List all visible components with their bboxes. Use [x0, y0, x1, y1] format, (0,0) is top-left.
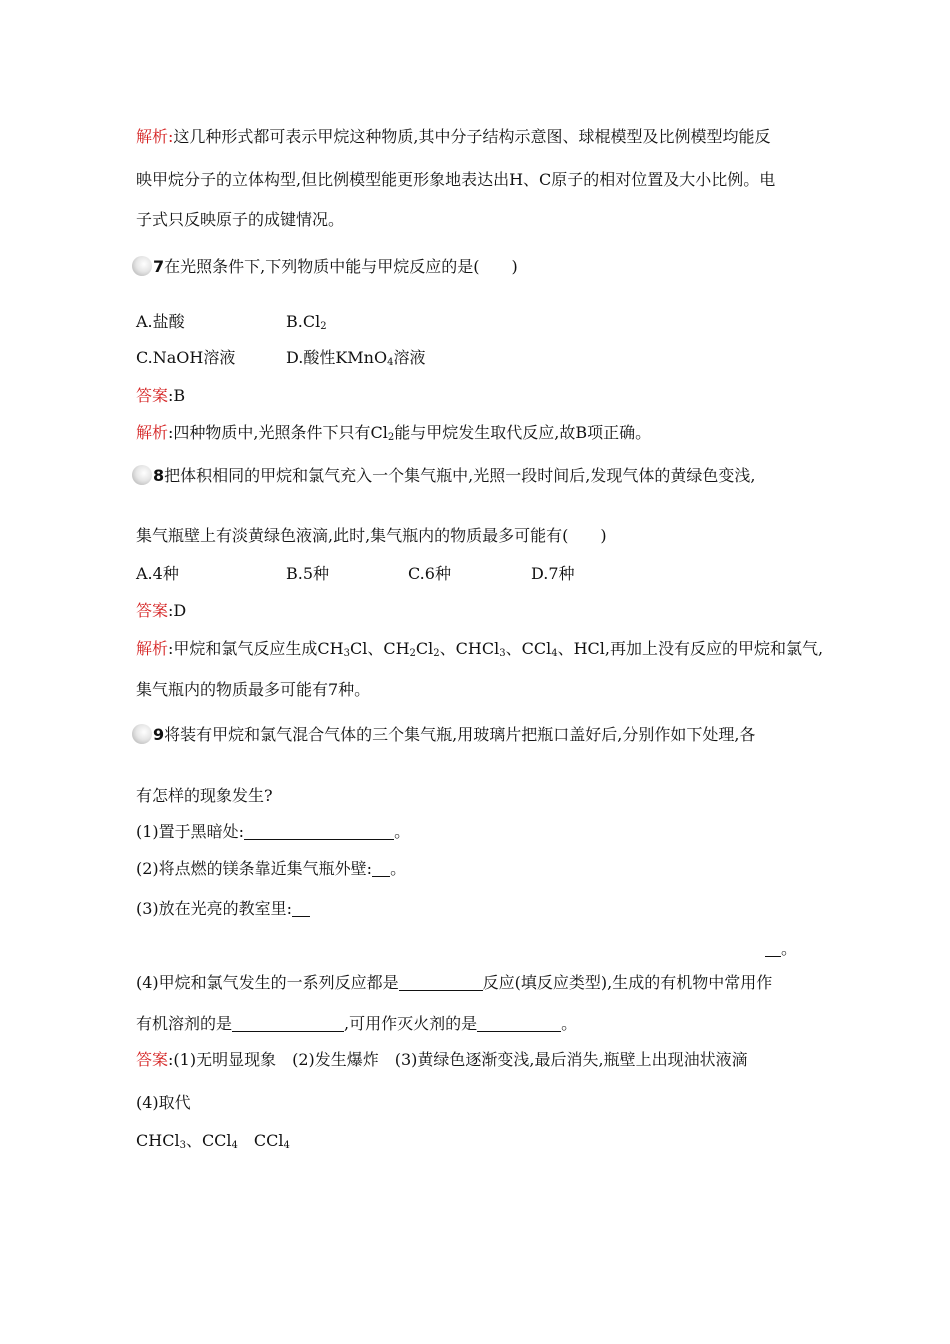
answer-blank [232, 1015, 344, 1032]
answer-blank [292, 900, 310, 917]
q6-analysis-line3: 子式只反映原子的成键情况。 [136, 210, 345, 229]
answer-blank [399, 974, 483, 991]
answer-blank [477, 1015, 561, 1032]
q8-analysis-line2: 集气瓶内的物质最多可能有7种。 [136, 680, 371, 699]
analysis-label: 解析 [136, 127, 169, 146]
q8-option-a: A.4种 [136, 564, 179, 583]
question-number: 9 [153, 725, 165, 744]
q6-analysis-line2: 映甲烷分子的立体构型,但比例模型能更形象地表达出H、C原子的相对位置及大小比例。电 [136, 170, 776, 189]
question-stem: 把体积相同的甲烷和氯气充入一个集气瓶中,光照一段时间后,发现气体的黄绿色变浅, [164, 466, 756, 485]
q7-option-b: $B.Cl_2$ [286, 312, 327, 332]
analysis-label: 解析 [136, 639, 169, 658]
q7-option-c: C.NaOH溶液 [136, 348, 236, 367]
q8-answer [136, 600, 186, 622]
question-bullet-icon [132, 724, 152, 744]
q9-part3-continuation: 。 [765, 938, 797, 960]
question-bullet-icon [132, 256, 152, 276]
q9-stem-line1 [136, 724, 755, 746]
q8-analysis-line1: 解析:甲烷和氯气反应生成$CH_3Cl$、$CH_2Cl_2$、CHCl$_3$、CCl$_4$、HCl,再加上没有反应的甲烷和氯气, [136, 639, 824, 659]
analysis-text: 这几种形式都可表示甲烷这种物质,其中分子结构示意图、球棍模型及比例模型均能反 [173, 127, 771, 146]
question-number: 8 [153, 466, 165, 485]
q8-stem-line1 [136, 465, 755, 487]
question-bullet-icon [132, 465, 152, 485]
answer-label: 答案 [136, 601, 169, 620]
q7-stem [136, 256, 518, 278]
q9-part4-line1: (4)甲烷和氯气发生的一系列反应都是 反应(填反应类型),生成的有机物中常用作 [136, 973, 773, 992]
answer-blank [372, 860, 390, 877]
q7-analysis: 解析:四种物质中,光照条件下只有$Cl_2$能与甲烷发生取代反应,故B项正确。 [136, 423, 652, 443]
q8-option-d: D.7种 [531, 564, 575, 583]
answer-label: 答案 [136, 386, 169, 405]
answer-value: :(1)无明显现象 (2)发生爆炸 (3)黄绿色逐渐变浅,最后消失,瓶壁上出现油状液滴 [168, 1050, 748, 1069]
answer-blank [765, 940, 781, 957]
answer-label: 答案 [136, 1050, 169, 1069]
question-stem: 在光照条件下,下列物质中能与甲烷反应的是( ) [164, 257, 518, 276]
q9-stem-line2: 有怎样的现象发生? [136, 786, 273, 805]
answer-value: :D [168, 601, 187, 620]
q9-part3: (3)放在光亮的教室里: [136, 898, 310, 920]
answer-blank [244, 823, 394, 840]
q9-part2: (2)将点燃的镁条靠近集气瓶外壁: 。 [136, 859, 407, 878]
q7-answer [136, 385, 185, 407]
q6-analysis-line1: 解析:这几种形式都可表示甲烷这种物质,其中分子结构示意图、球棍模型及比例模型均能反 [136, 127, 771, 146]
analysis-label: 解析 [136, 423, 169, 442]
q9-part1: (1)置于黑暗处: 。 [136, 822, 411, 841]
q9-answer-line2: (4)取代 [136, 1093, 191, 1112]
question-stem: 将装有甲烷和氯气混合气体的三个集气瓶,用玻璃片把瓶口盖好后,分别作如下处理,各 [164, 725, 756, 744]
q8-stem-line2: 集气瓶壁上有淡黄绿色液滴,此时,集气瓶内的物质最多可能有( ) [136, 526, 607, 545]
q8-option-c: C.6种 [408, 564, 451, 583]
q9-answer-line1 [136, 1049, 748, 1071]
q9-answer-line3: CHCl$_3$、CCl$_4$ CCl$_4$ [136, 1131, 290, 1151]
answer-value: :B [168, 386, 186, 405]
question-number: 7 [153, 257, 165, 276]
q7-option-a: A.盐酸 [136, 312, 185, 331]
q8-option-b: B.5种 [286, 564, 330, 583]
q7-option-d: D.酸性KMnO$_4$溶液 [286, 348, 426, 368]
q9-part4-line2: 有机溶剂的是 ,可用作灭火剂的是 。 [136, 1014, 578, 1033]
